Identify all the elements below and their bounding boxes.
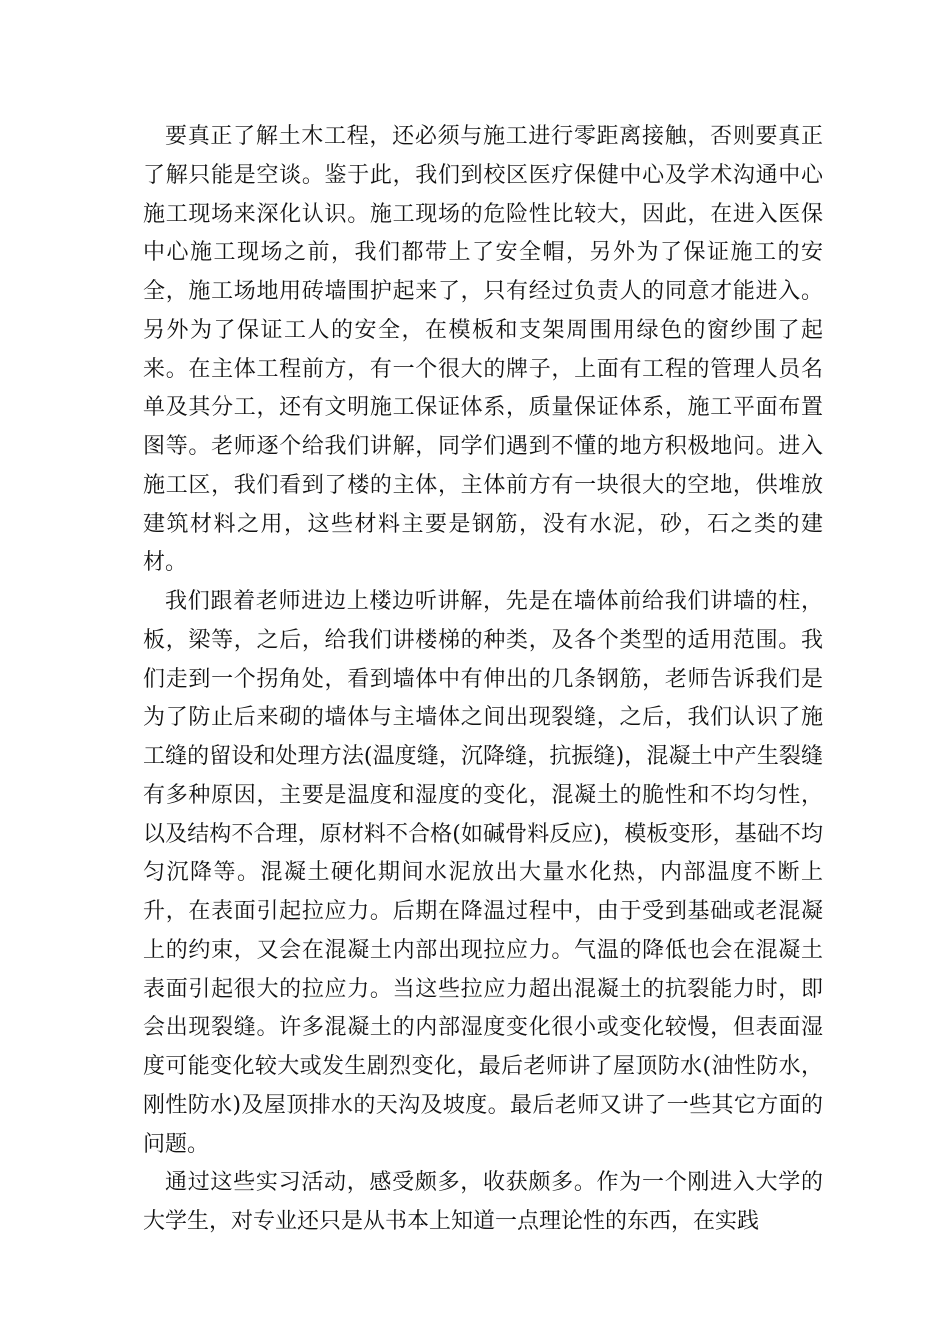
paragraph-1: 要真正了解土木工程，还必须与施工进行零距离接触，否则要真正了解只能是空谈。鉴于此，我们到校区医疗保健中心及学术沟通中心施工现场来深化认识。施工现场的危险性比较大，因此，在进入医保中心施工现场之前，我们都带上了安全帽，另外为了保证施工的安全，施工场地用砖墙围护起来了，只有经过负责人的同意才能进入。另外为了保证工人的安全，在模板和支架周围用绿色的窗纱围了起来。在主体工程前方，有一个很大的牌子，上面有工程的管理人员名单及其分工，还有文明施工保证体系，质量保证体系，施工平面布置图等。老师逐个给我们讲解，同学们遇到不懂的地方积极地问。进入施工区，我们看到了楼的主体，主体前方有一块很大的空地，供堆放建筑材料之用，这些材料主要是钢筋，没有水泥，砂，石之类的建材。 [143, 124, 823, 576]
paragraph-2: 我们跟着老师进边上楼边听讲解，先是在墙体前给我们讲墙的柱，板，梁等，之后，给我们讲楼梯的种类，及各个类型的适用范围。我们走到一个拐角处，看到墙体中有伸出的几条钢筋，老师告诉我们是为了防止后来砌的墙体与主墙体之间出现裂缝，之后，我们认识了施工缝的留设和处理方法(温度缝，沉降缝，抗振缝)，混凝土中产生裂缝有多种原因，主要是温度和湿度的变化，混凝土的脆性和不均匀性，以及结构不合理，原材料不合格(如碱骨料反应)，模板变形，基础不均匀沉降等。混凝土硬化期间水泥放出大量水化热，内部温度不断上升，在表面引起拉应力。后期在降温过程中，由于受到基础或老混凝上的约束，又会在混凝土内部出现拉应力。气温的降低也会在混凝土表面引起很大的拉应力。当这些拉应力超出混凝土的抗裂能力时，即会出现裂缝。许多混凝土的内部湿度变化很小或变化较慢，但表面湿度可能变化较大或发生剧烈变化，最后老师讲了屋顶防水(油性防水，刚性防水)及屋顶排水的天沟及坡度。最后老师又讲了一些其它方面的问题。 [143, 589, 823, 1157]
document-body [143, 118, 823, 1242]
paragraph-3: 通过这些实习活动，感受颇多，收获颇多。作为一个刚进入大学的大学生，对专业还只是从书本上知道一点理论性的东西，在实践 [143, 1170, 823, 1234]
